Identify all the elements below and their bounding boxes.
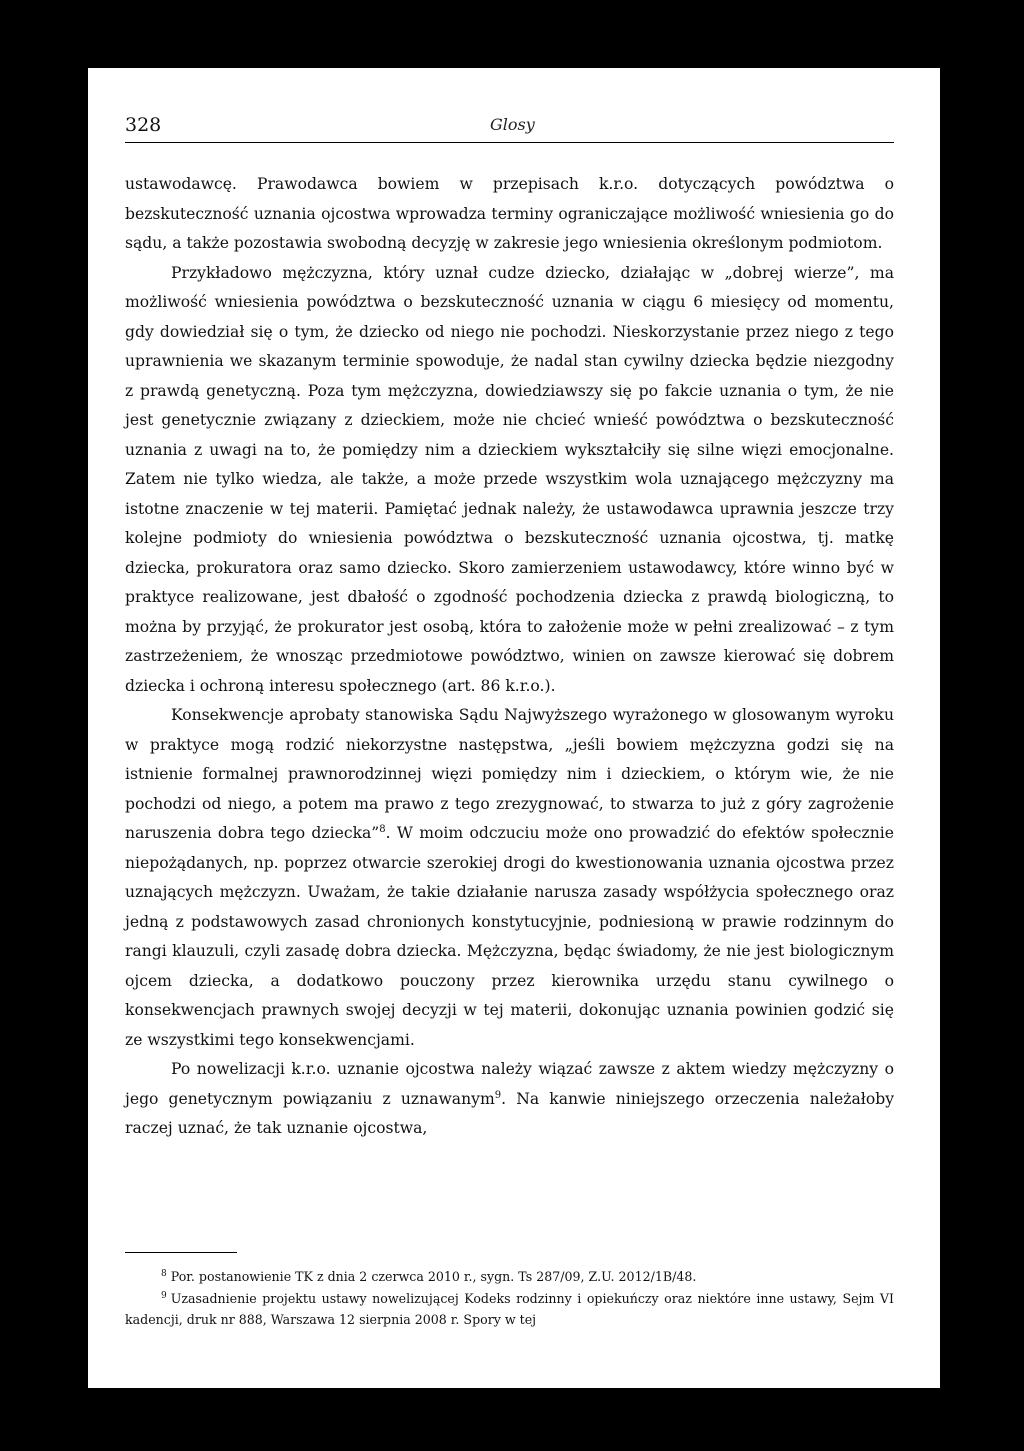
main-text	[125, 170, 894, 1144]
footnotes	[125, 1266, 894, 1331]
paragraph-4-text-b: . Na kanwie niniejszego orzeczenia należałoby raczej uznać, że tak uznanie ojcostwa,	[125, 1089, 895, 1137]
footnote-ref-8: 8	[379, 823, 386, 835]
paragraph-3	[125, 701, 894, 1055]
paragraph-3-text-b: . W moim odczuciu może ono prowadzić do efektów społecznie niepożądanych, np. poprzez otwarcie szerokiej drogi do kwestionowania uznania ojcostwa przez uznających mężczyzn. Uważam, że takie działanie narusza zasady współżycia społecznego oraz jedną z podstawowych zasad chronionych konstytucyjnie, podniesioną w prawie rodzinnym do rangi klauzuli, czyli zasadę dobra dziecka. Mężczyzna, będąc świadomy, że nie jest biologicznym ojcem dziecka, a dodatkowo pouczony przez kierownika urzędu stanu cywilnego o konsekwencjach prawnych swojej decyzji w tej materii, dokonując uznania powinien godzić się ze wszystkimi tego konsekwencjami.	[125, 824, 894, 1049]
paragraph-3-text-a: Konsekwencje aprobaty stanowiska Sądu Najwyższego wyrażonego w glosowanym wyroku w praktyce mogą rodzić niekorzystne następstwa, „jeśli bowiem mężczyzna godzi się na istnienie formalnej prawnorodzinnej więzi pomiędzy nim i dzieckiem, o którym wie, że nie pochodzi od niego, a potem ma prawo z tego zrezygnować, to stwarza to już z góry zagrożenie naruszenia dobra tego dziecka”	[125, 706, 894, 842]
footnote-9	[125, 1288, 894, 1331]
paragraph-4	[125, 1055, 894, 1144]
footnote-text: Por. postanowienie TK z dnia 2 czerwca 2010 r., sygn. Ts 287/09, Z.U. 2012/1B/48.	[170, 1269, 697, 1284]
paragraph-2: Przykładowo mężczyzna, który uznał cudze dziecko, działając w „dobrej wierze”, ma możliwość wniesienia powództwa o bezskuteczność uznania w ciągu 6 miesięcy od momentu, gdy dowiedział się o tym, że dziecko od niego nie pochodzi. Nieskorzystanie przez niego z tego uprawnienia we skazanym terminie spowoduje, że nadal stan cywilny dziecka będzie niezgodny z prawdą genetyczną. Poza tym mężczyzna, dowiedziawszy się po fakcie uznania o tym, że nie jest genetycznie związany z dzieckiem, może nie chcieć wnieść powództwa o bezskuteczność uznania z uwagi na to, że pomiędzy nim a dzieckiem wykształciły się silne więzi emocjonalne. Zatem nie tylko wiedza, ale także, a może przede wszystkim wola uznającego mężczyzny ma istotne znaczenie w tej materii. Pamiętać jednak należy, że ustawodawca uprawnia jeszcze trzy kolejne podmioty do wniesienia powództwa o bezskuteczność uznania ojcostwa, tj. matkę dziecka, prokuratora oraz samo dziecko. Skoro zamierzeniem ustawodawcy, które winno być w praktyce realizowane, jest dbałość o zgodność pochodzenia dziecka z prawdą biologiczną, to można by przyjąć, że prokurator jest osobą, która to założenie może w pełni zrealizować – z tym zastrzeżeniem, że wnosząc przedmiotowe powództwo, winien on zawsze kierować się dobrem dziecka i ochroną interesu społecznego (art. 86 k.r.o.).	[125, 263, 894, 695]
page-header	[125, 114, 894, 143]
paragraph-1: ustawodawcę. Prawodawca bowiem w przepisach k.r.o. dotyczących powództwa o bezskuteczność uznania ojcostwa wprowadza terminy ograniczające możliwość wniesienia go do sądu, a także pozostawia swobodną decyzję w zakresie jego wniesienia określonym podmiotom.	[125, 175, 894, 252]
running-title: Glosy	[490, 115, 535, 134]
footnote-number: 9	[161, 1290, 167, 1301]
page-number: 328	[125, 114, 162, 136]
paragraph-4-text-a: Po nowelizacji k.r.o. uznanie ojcostwa należy wiązać zawsze z aktem wiedzy mężczyzny o jego genetycznym powiązaniu z uznawanym	[125, 1060, 894, 1108]
footnote-ref-9: 9	[494, 1089, 502, 1101]
footnote-8	[125, 1266, 894, 1288]
footnote-divider	[125, 1252, 237, 1253]
footnote-text: Uzasadnienie projektu ustawy nowelizującej Kodeks rodzinny i opiekuńczy oraz niektóre inne ustawy, Sejm VI kadencji, druk nr 888, Warszawa 12 sierpnia 2008 r. Spory w tej	[125, 1290, 894, 1327]
footnote-number: 8	[161, 1269, 167, 1279]
